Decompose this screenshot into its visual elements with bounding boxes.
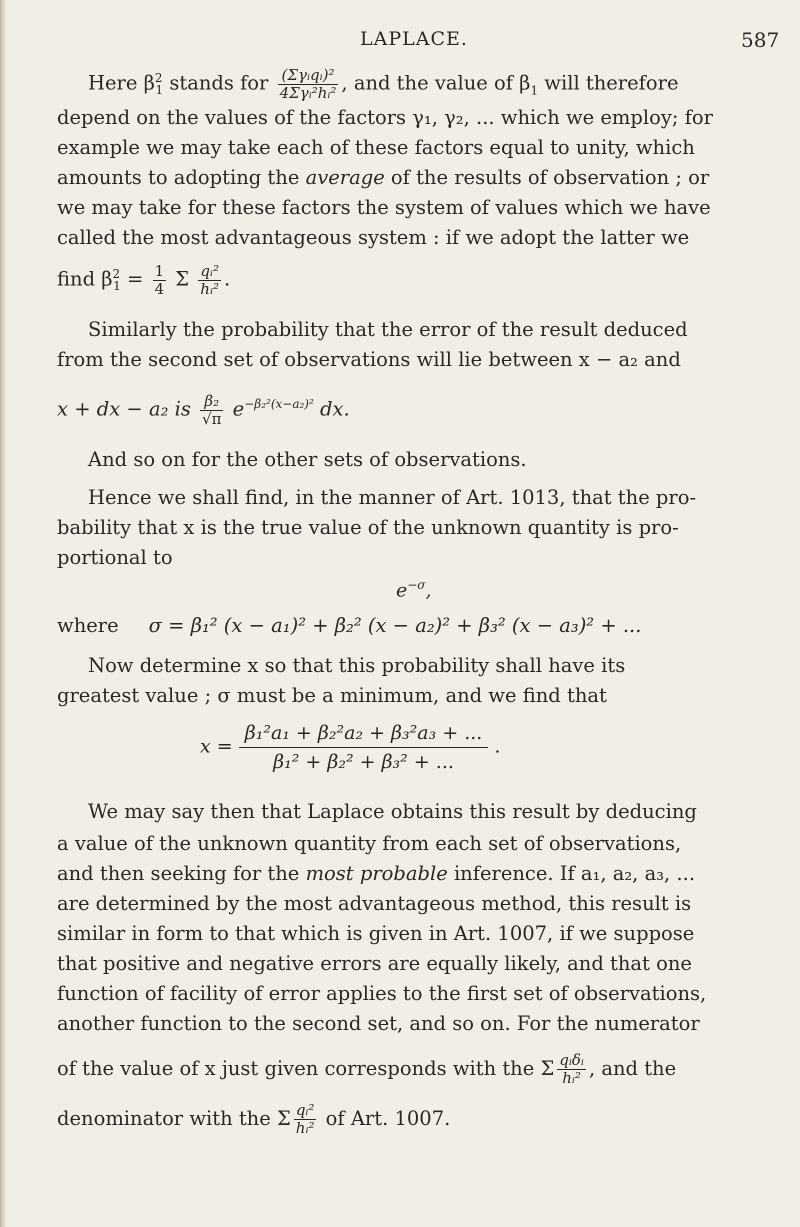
text-line: similar in form to that which is given in Art. 1007, if we suppose <box>57 922 695 945</box>
formula-display: $e^{-\sigma}$, <box>396 578 432 602</box>
text-line: bability that x is the true value of the unknown quantity is pro- <box>57 516 679 539</box>
text-line: Similarly the probability that the error of the result deduced <box>88 318 688 341</box>
text-line: that positive and negative errors are equally likely, and that one <box>57 952 692 975</box>
text-line: Here $\beta^2_1$ stands for $\frac{\text{(Σγᵢqᵢ)²}}{\text{4Σγᵢ²hᵢ²}}$ , and the value of $\beta_1$ will therefore <box>88 65 679 102</box>
formula-line: where σ = β₁² (x − a₁)² + β₂² (x − a₂)² + β₃² (x − a₃)² + ... <box>57 614 642 637</box>
text-line: Hence we shall find, in the manner of Art. 1013, that the pro- <box>88 486 697 509</box>
text-line: Now determine x so that this probability shall have its <box>88 654 626 677</box>
text-line: and then seeking for the most probable inference. If a₁, a₂, a₃, ... <box>57 862 696 885</box>
formula-line: find $\beta^2_1$ = $\frac{1}{4}$ Σ $\frac{\text{qᵢ²}}{\text{hᵢ²}}$ . <box>57 261 231 298</box>
text-line: of the value of x just given corresponds with the Σ $\frac{\text{qᵢδᵢ}}{\text{hᵢ²}}$ , and the <box>57 1051 677 1087</box>
text-line: another function to the second set, and so on. For the numerator <box>57 1012 700 1035</box>
page-header <box>0 22 800 52</box>
text-line: are determined by the most advantageous method, this result is <box>57 892 692 915</box>
formula-line: x + dx − a₂ is $\frac{\text{β₂}}{√\pi}$ $e^{-\beta_2^2(x-a_2)^2}$ dx. <box>57 391 350 428</box>
text-line: a value of the unknown quantity from each set of observations, <box>57 832 682 855</box>
page-number: 587 <box>741 28 780 52</box>
fraction: $\frac{\text{(Σγᵢqᵢ)²}}{\text{4Σγᵢ²hᵢ²}}$ <box>279 65 337 102</box>
text-line: And so on for the other sets of observations. <box>88 448 527 471</box>
scan-edge <box>0 0 6 1227</box>
text-line: from the second set of observations will lie between x − a₂ and <box>57 348 681 371</box>
text-line: amounts to adopting the average of the results of observation ; or <box>57 166 710 189</box>
text-line: function of facility of error applies to the first set of observations, <box>57 982 707 1005</box>
text-line: example we may take each of these factors equal to unity, which <box>57 136 695 159</box>
text-line: depend on the values of the factors γ₁, γ₂, ... which we employ; for <box>57 106 713 129</box>
text-line: we may take for these factors the system of values which we have <box>57 196 711 219</box>
text-line: denominator with the Σ $\frac{\text{qᵢ²}}{\text{hᵢ²}}$ of Art. 1007. <box>57 1101 451 1137</box>
text-line: portional to <box>57 546 173 569</box>
fraction: $\frac{\text{β₁²a₁ + β₂²a₂ + β₃²a₃ + ...}}{\text{β₁² + β₂² + β₃² + ...}}$ <box>239 722 489 773</box>
text-line: We may say then that Laplace obtains this result by deducing <box>88 800 697 823</box>
text-line: greatest value ; σ must be a minimum, and we find that <box>57 684 607 707</box>
running-head: LAPLACE. <box>360 28 468 50</box>
text-line: called the most advantageous system : if we adopt the latter we <box>57 226 690 249</box>
formula-display: x = $\frac{\text{β₁²a₁ + β₂²a₂ + β₃²a₃ + ...}}{\text{β₁² + β₂² + β₃² + ...}}$ . <box>200 722 501 773</box>
